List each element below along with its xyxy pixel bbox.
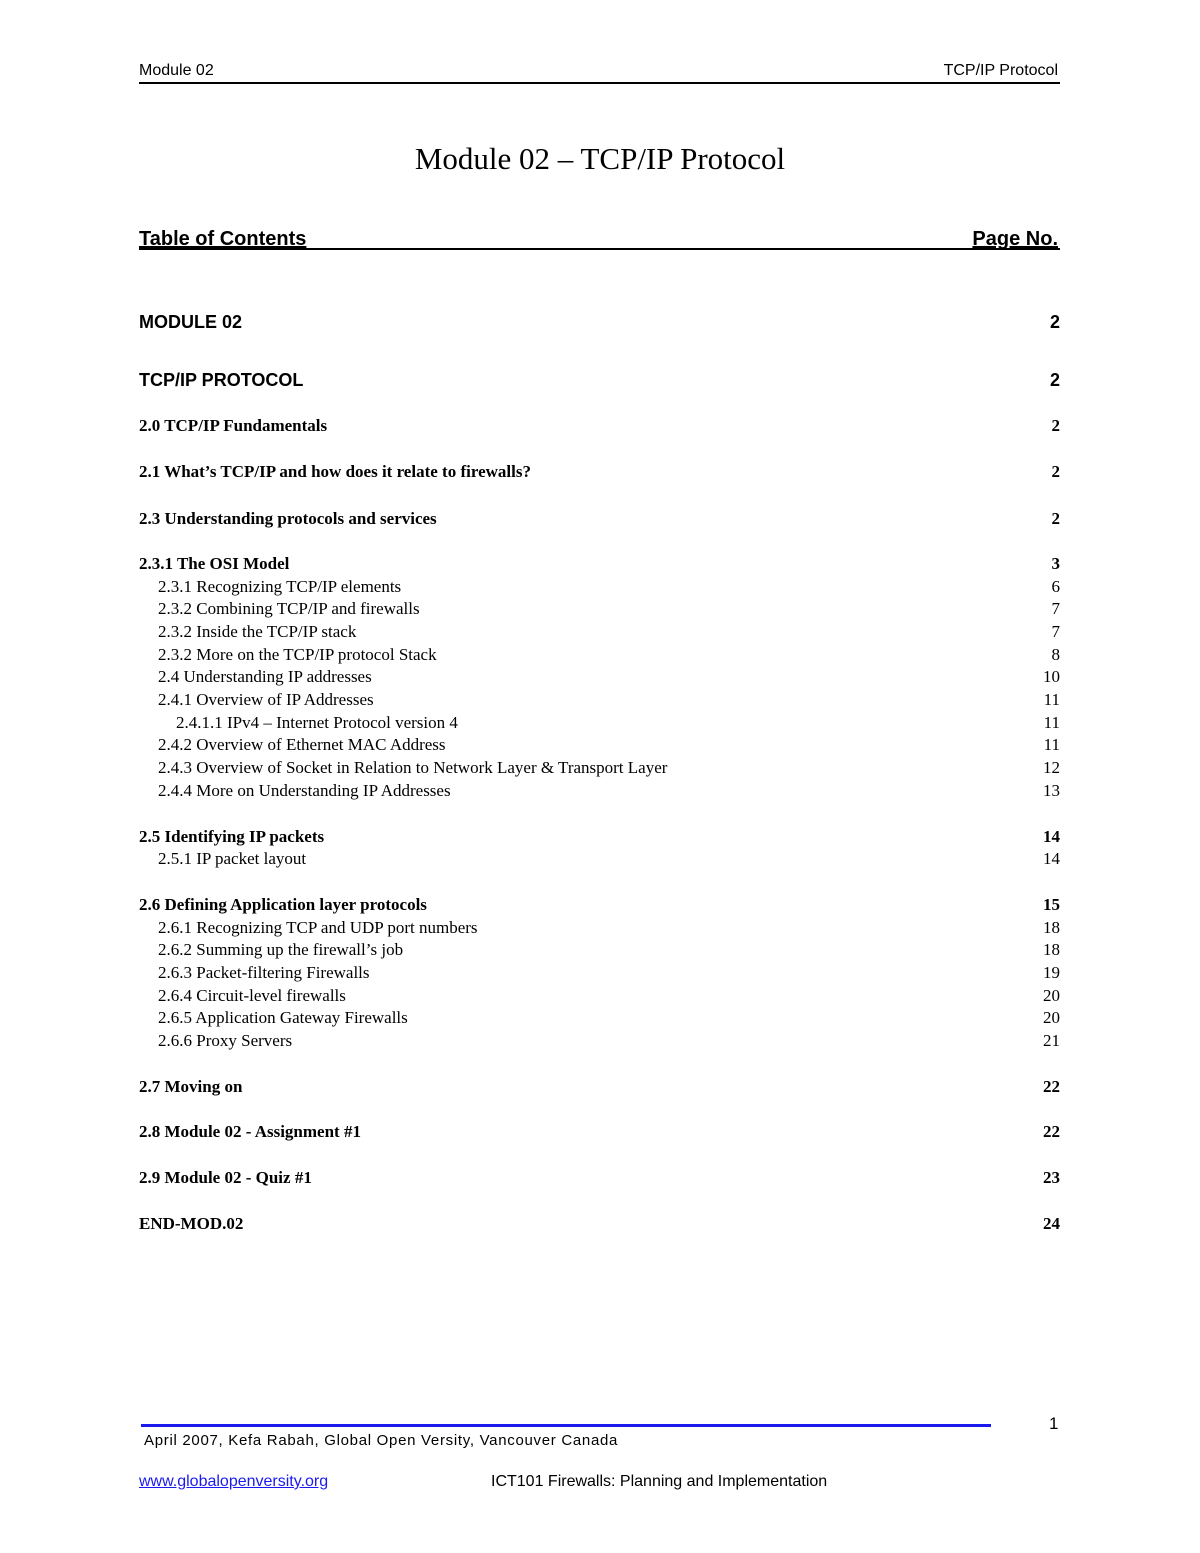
toc-entry-label: MODULE 02 bbox=[139, 312, 243, 332]
toc-entry-2-6-5[interactable] bbox=[139, 1008, 1060, 1030]
toc-entry-page: 6 bbox=[1051, 577, 1060, 596]
toc-entry-2-5-1[interactable] bbox=[139, 849, 1060, 871]
toc-entry-page: 15 bbox=[1043, 895, 1060, 914]
toc-entry-2-4-1-1[interactable] bbox=[139, 713, 1060, 735]
toc-entry-end-mod[interactable] bbox=[139, 1214, 1060, 1236]
toc-heading: Table of Contents bbox=[139, 228, 307, 250]
toc-entry-label: 2.6.2 Summing up the firewall’s job bbox=[158, 940, 404, 959]
toc-entry-page: 3 bbox=[1051, 554, 1060, 573]
toc-entry-label: 2.4.2 Overview of Ethernet MAC Address bbox=[158, 735, 446, 754]
toc-entry-page: 21 bbox=[1043, 1031, 1060, 1050]
document-title: Module 02 – TCP/IP Protocol bbox=[414, 141, 786, 176]
toc-entry-page: 23 bbox=[1043, 1168, 1060, 1187]
toc-entry-2-3-2-inside[interactable] bbox=[139, 622, 1060, 644]
toc-entry-2-0[interactable] bbox=[139, 416, 1060, 438]
footer-credit: April 2007, Kefa Rabah, Global Open Versity, Vancouver Canada bbox=[144, 1432, 619, 1449]
course-title: ICT101 Firewalls: Planning and Implementation bbox=[491, 1473, 828, 1490]
toc-entry-label: 2.7 Moving on bbox=[139, 1077, 243, 1096]
toc-entry-label: 2.3.1 Recognizing TCP/IP elements bbox=[158, 577, 402, 596]
toc-entry-page: 2 bbox=[1051, 462, 1060, 481]
website-link[interactable]: www.globalopenversity.org bbox=[139, 1473, 329, 1490]
toc-entry-2-4-2[interactable] bbox=[139, 735, 1060, 757]
toc-entry-page: 2 bbox=[1051, 416, 1060, 435]
toc-entry-label: 2.0 TCP/IP Fundamentals bbox=[139, 416, 328, 435]
toc-entry-2-1[interactable] bbox=[139, 462, 1060, 484]
toc-entry-page: 12 bbox=[1043, 758, 1060, 777]
toc-entry-label: END-MOD.02 bbox=[139, 1214, 244, 1233]
toc-entry-page: 18 bbox=[1043, 940, 1060, 959]
toc-entry-page: 22 bbox=[1043, 1122, 1060, 1141]
toc-entry-label: 2.8 Module 02 - Assignment #1 bbox=[139, 1122, 361, 1141]
toc-entry-2-4-3[interactable] bbox=[139, 758, 1060, 780]
toc-entry-2-6-3[interactable] bbox=[139, 963, 1060, 985]
toc-entry-page: 24 bbox=[1043, 1214, 1060, 1233]
toc-heading-rule bbox=[139, 248, 1060, 250]
toc-entry-label: 2.3.2 Combining TCP/IP and firewalls bbox=[158, 599, 420, 618]
toc-entry-label: 2.4 Understanding IP addresses bbox=[158, 667, 372, 686]
footer-rule bbox=[141, 1424, 991, 1427]
toc-entry-2-3-1[interactable] bbox=[139, 577, 1060, 599]
toc-entry-module-02[interactable] bbox=[139, 312, 1060, 334]
toc-entry-label: 2.6.1 Recognizing TCP and UDP port numbers bbox=[158, 918, 478, 937]
toc-entry-2-7[interactable] bbox=[139, 1077, 1060, 1099]
toc-entry-label: 2.3.2 Inside the TCP/IP stack bbox=[158, 622, 357, 641]
running-header-right: TCP/IP Protocol bbox=[943, 62, 1058, 79]
toc-entry-page: 11 bbox=[1043, 713, 1060, 732]
toc-entry-2-9[interactable] bbox=[139, 1168, 1060, 1190]
toc-entry-tcpip-protocol[interactable] bbox=[139, 370, 1060, 392]
toc-entry-label: 2.6.6 Proxy Servers bbox=[158, 1031, 293, 1050]
toc-entry-label: 2.6.4 Circuit-level firewalls bbox=[158, 986, 346, 1005]
running-header-left: Module 02 bbox=[139, 62, 214, 79]
toc-entry-page: 11 bbox=[1043, 690, 1060, 709]
toc-entry-2-3-2-more[interactable] bbox=[139, 645, 1060, 667]
toc-entry-label: TCP/IP PROTOCOL bbox=[139, 370, 304, 390]
toc-entry-label: 2.6.5 Application Gateway Firewalls bbox=[158, 1008, 408, 1027]
toc-entry-label: 2.5.1 IP packet layout bbox=[158, 849, 307, 868]
toc-entry-label: 2.9 Module 02 - Quiz #1 bbox=[139, 1168, 312, 1187]
toc-entry-2-4-4[interactable] bbox=[139, 781, 1060, 803]
toc-entry-2-6-1[interactable] bbox=[139, 918, 1060, 940]
toc-entry-2-3[interactable] bbox=[139, 509, 1060, 531]
toc-entry-2-8[interactable] bbox=[139, 1122, 1060, 1144]
toc-entry-label: 2.6.3 Packet-filtering Firewalls bbox=[158, 963, 370, 982]
toc-entry-label: 2.3.2 More on the TCP/IP protocol Stack bbox=[158, 645, 437, 664]
toc-entry-page: 19 bbox=[1043, 963, 1060, 982]
toc-entry-2-6-6[interactable] bbox=[139, 1031, 1060, 1053]
toc-entry-page: 7 bbox=[1051, 599, 1060, 618]
toc-entry-label: 2.1 What’s TCP/IP and how does it relate to firewalls? bbox=[139, 462, 531, 481]
toc-entry-page: 14 bbox=[1043, 827, 1060, 846]
toc-entry-page: 11 bbox=[1043, 735, 1060, 754]
toc-entry-2-3-1-osi[interactable] bbox=[139, 554, 1060, 576]
toc-entry-label: 2.5 Identifying IP packets bbox=[139, 827, 325, 846]
toc-entry-page: 2 bbox=[1049, 370, 1060, 390]
toc-entry-page: 2 bbox=[1049, 312, 1060, 332]
toc-entry-page: 13 bbox=[1043, 781, 1060, 800]
toc-entry-2-4-1[interactable] bbox=[139, 690, 1060, 712]
toc-entry-label: 2.4.1 Overview of IP Addresses bbox=[158, 690, 374, 709]
toc-entry-label: 2.4.3 Overview of Socket in Relation to Network Layer & Transport Layer bbox=[158, 758, 668, 777]
toc-entry-2-5[interactable] bbox=[139, 827, 1060, 849]
toc-entry-page: 2 bbox=[1051, 509, 1060, 528]
header-rule bbox=[139, 82, 1060, 84]
toc-entry-label: 2.3.1 The OSI Model bbox=[139, 554, 290, 573]
toc-entry-2-4[interactable] bbox=[139, 667, 1060, 689]
toc-entry-label: 2.6 Defining Application layer protocols bbox=[139, 895, 427, 914]
toc-entry-label: 2.4.1.1 IPv4 – Internet Protocol version 4 bbox=[176, 713, 458, 732]
toc-entry-page: 20 bbox=[1043, 1008, 1060, 1027]
toc-entry-page: 10 bbox=[1043, 667, 1060, 686]
page-number: 1 bbox=[1049, 1414, 1059, 1433]
toc-entry-page: 14 bbox=[1043, 849, 1060, 868]
toc-entry-page: 22 bbox=[1043, 1077, 1060, 1096]
toc-entry-label: 2.4.4 More on Understanding IP Addresses bbox=[158, 781, 451, 800]
toc-entry-page: 20 bbox=[1043, 986, 1060, 1005]
toc-entry-page: 18 bbox=[1043, 918, 1060, 937]
toc-entry-2-6-2[interactable] bbox=[139, 940, 1060, 962]
toc-entry-page: 8 bbox=[1051, 645, 1060, 664]
toc-entry-label: 2.3 Understanding protocols and services bbox=[139, 509, 437, 528]
toc-entry-2-6[interactable] bbox=[139, 895, 1060, 917]
toc-page-heading: Page No. bbox=[972, 228, 1058, 250]
toc-entry-2-6-4[interactable] bbox=[139, 986, 1060, 1008]
toc-entry-page: 7 bbox=[1051, 622, 1060, 641]
toc-entry-2-3-2-combining[interactable] bbox=[139, 599, 1060, 621]
